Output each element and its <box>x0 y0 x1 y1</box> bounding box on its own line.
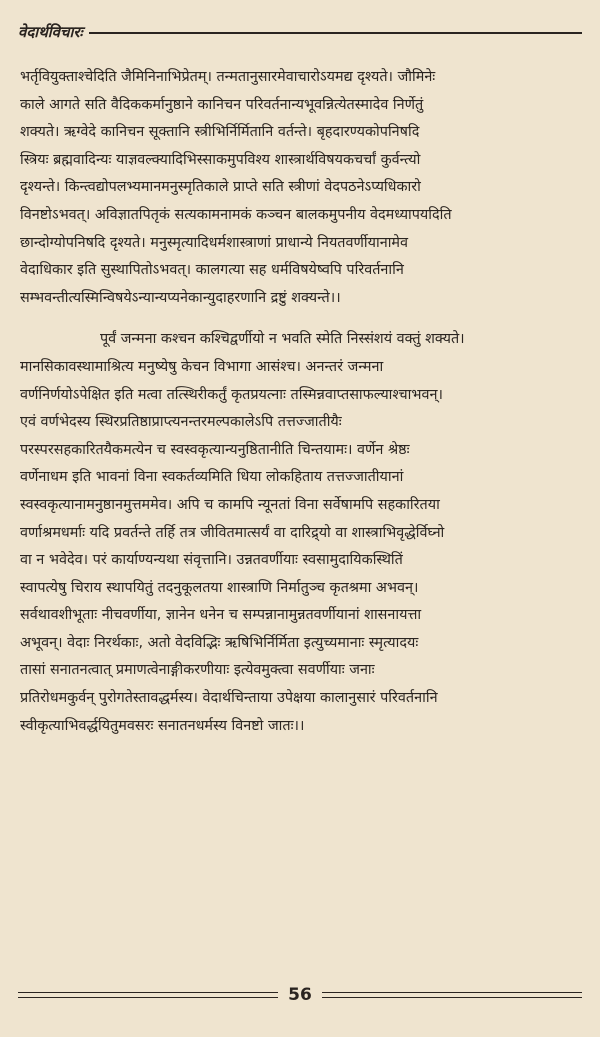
text-line: शक्यते। ऋग्वेदे कानिचन सूक्तानि स्त्रीभिर्निर्मितानि वर्तन्ते। बृहदारण्यकोपनिषदि <box>20 124 420 141</box>
footer-rule-right <box>322 992 582 998</box>
body-text <box>20 64 580 740</box>
text-line: सर्वथावशीभूताः नीचवर्णीया, ज्ञानेन धनेन च सम्पन्नानामुन्नतवर्णीयानां शासनायत्ता <box>20 607 422 624</box>
text-line: विनष्टोऽभवत्। अविज्ञातपितृकं सत्यकामनामकं कञ्चन बालकमुपनीय वेदमध्यापयदिति <box>20 206 452 223</box>
text-line: स्वीकृत्याभिवर्द्धयितुमवसरः सनातनधर्मस्य विनष्टो जातः।। <box>20 717 305 734</box>
page-number: 56 <box>288 985 312 1005</box>
text-line: काले आगते सति वैदिककर्मानुष्ठाने कानिचन परिवर्तनान्यभूवन्नित्येतस्मादेव निर्णेतुं <box>20 96 424 113</box>
text-line: स्त्रियः ब्रह्मवादिन्यः याज्ञवल्क्यादिभिस्साकमुपविश्य शास्त्रार्थविषयकचर्चां कुर्वन्त्यो <box>20 151 421 168</box>
paragraph <box>20 326 580 740</box>
text-line: अभूवन्। वेदाः निरर्थकाः, अतो वेदविद्भिः ऋषिभिर्निर्मिता इत्युच्यमानाः स्मृत्यादयः <box>20 634 419 651</box>
text-line: भर्तृवियुक्ताश्चेदिति जैमिनिनाभिप्रेतम्। तन्मतानुसारमेवाचारोऽयमद्य दृश्यते। जौमिनेः <box>20 69 436 85</box>
text-line: मानसिकावस्थामाश्रित्य मनुष्येषु केचन विभागा आसंश्च। अनन्तरं जन्मना <box>20 358 384 375</box>
text-line: वर्णनिर्णयोऽपेक्षित इति मत्वा तत्स्थिरीकर्तुं कृतप्रयत्नाः तस्मिन्नवाप्तसाफल्याश्चाभवन्। <box>20 386 443 403</box>
text-line: दृश्यन्ते। किन्त्वद्योपलभ्यमानमनुस्मृतिकाले प्राप्ते सति स्त्रीणां वेदपठनेऽप्यधिकारो <box>20 179 421 196</box>
text-line: पूर्वं जन्मना कश्चन कश्चिद्वर्णीयो न भवति स्मेति निस्संशयं वक्तुं शक्यते। <box>100 331 465 348</box>
text-line: परस्परसहकारितयैकमत्येन च स्वस्वकृत्यान्यनुष्ठितानीति चिन्तयामः। वर्णेन श्रेष्ठः <box>20 441 410 458</box>
footer-rule-left <box>18 992 278 998</box>
text-line: छान्दोग्योपनिषदि दृश्यते। मनुस्मृत्यादिधर्मशास्त्राणां प्राधान्ये नियतवर्णीयानामेव <box>20 234 409 251</box>
text-line: वा न भवेदेव। परं कार्याण्यन्यथा संवृत्तानि। उन्नतवर्णीयाः स्वसामुदायिकस्थितिं <box>20 552 403 569</box>
header-title: वेदार्थविचारः <box>18 23 83 41</box>
text-line: स्वस्वकृत्यानामनुष्ठानमुत्तममेव। अपि च कामपि न्यूनतां विना सर्वेषामपि सहकारितया <box>20 496 440 513</box>
text-line: वेदाधिकार इति सुस्थापितोऽभवत्। कालगत्या सह धर्मविषयेष्वपि परिवर्तनानि <box>20 262 404 279</box>
text-line: प्रतिरोधमकुर्वन् पुरोगतेस्तावद्धर्मस्य। वेदार्थचिन्ताया उपेक्षया कालानुसारं परिवर्तनानि <box>20 690 438 707</box>
text-line: तासां सनातनत्वात् प्रमाणत्वेनाङ्गीकरणीयाः इत्येवमुक्त्वा सवर्णीयाः जनाः <box>20 662 375 679</box>
text-line: वर्णाश्रमधर्माः यदि प्रवर्तन्ते तर्हि तत्र जीवितमात्सर्यं वा दारिद्र्यो वा शास्त्राभिवृद्धेर्विघ्नो <box>20 524 445 541</box>
text-line: वर्णेनाधम इति भावनां विना स्वकर्तव्यमिति धिया लोकहिताय तत्तज्जातीयानां <box>20 469 404 486</box>
running-header <box>18 22 582 42</box>
text-line: सम्भवन्तीत्यस्मिन्विषयेऽन्यान्यप्यनेकान्युदाहरणानि द्रष्टुं शक्यन्ते।। <box>20 289 341 306</box>
text-line: एवं वर्णभेदस्य स्थिरप्रतिष्ठाप्राप्त्यनन्तरमल्पकालेऽपि तत्तज्जातीयैः <box>20 414 342 431</box>
page-footer <box>18 985 582 1005</box>
header-rule <box>89 32 582 34</box>
paragraph <box>20 64 580 312</box>
text-line: स्वापत्येषु चिराय स्थापयितुं तदनुकूलतया शास्त्राणि निर्मातुञ्च कृतश्रमा अभवन्। <box>20 579 419 596</box>
